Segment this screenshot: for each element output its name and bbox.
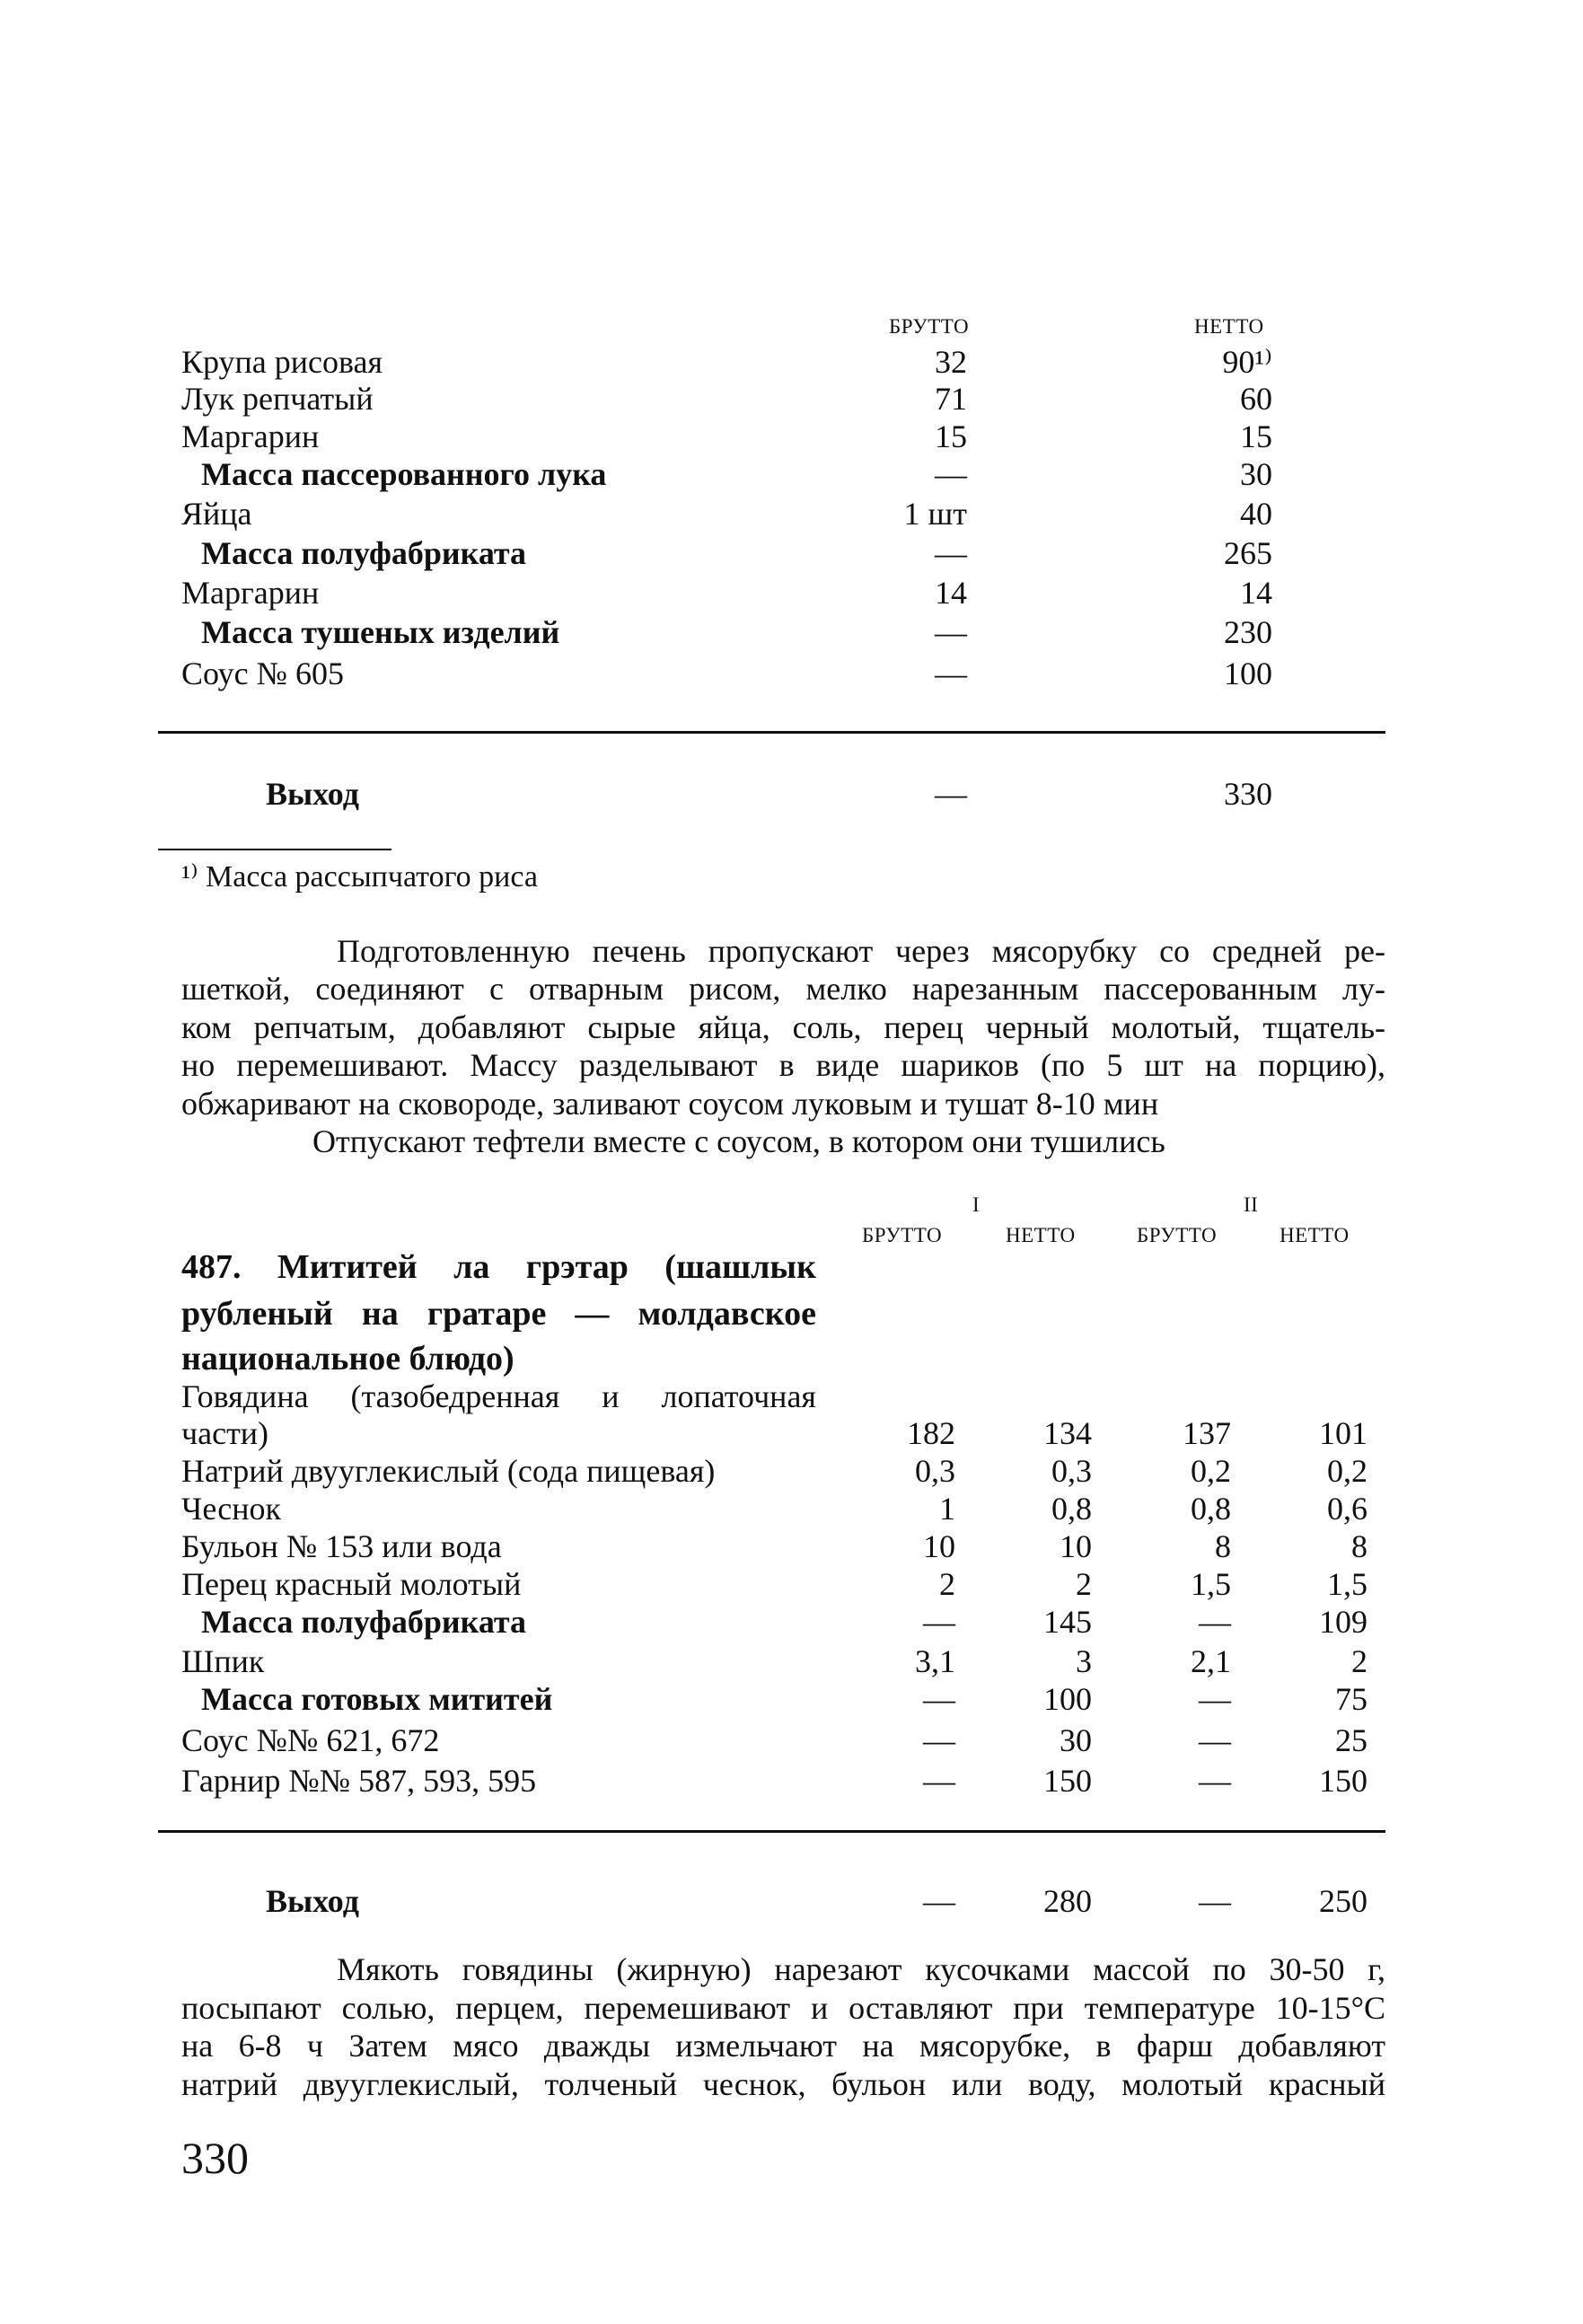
quantity-value: 0,8 <box>1191 1491 1231 1527</box>
quantity-value: 0,2 <box>1327 1453 1368 1489</box>
ingredient-name: Масса полуфабриката <box>201 535 527 571</box>
ingredient-name: Соус №№ 621, 672 <box>181 1722 440 1758</box>
footnote-rule <box>158 849 391 850</box>
paragraph-line: ком репчатым, добавляют сырые яйца, соль, перец черный молотый, тщатель- <box>181 1009 1385 1045</box>
ingredient-name: Масса пассерованного лука <box>201 456 607 492</box>
table-divider <box>158 1830 1385 1833</box>
column-header-netto-i: НЕТТО <box>1006 1224 1076 1246</box>
quantity-value: 2,1 <box>1191 1643 1231 1679</box>
paragraph-line: на 6-8 ч Затем мясо дважды измельчают на мясорубке, в фарш добавляют <box>181 2028 1385 2064</box>
ingredient-name: Крупа рисовая <box>181 344 383 380</box>
page-number: 330 <box>181 2133 249 2183</box>
quantity-value: 1,5 <box>1191 1566 1231 1602</box>
ingredient-name: Чеснок <box>181 1491 282 1527</box>
quantity-value: 10 <box>923 1528 955 1564</box>
ingredient-name: Масса полуфабриката <box>201 1604 527 1640</box>
quantity-value: 0,6 <box>1327 1491 1368 1527</box>
quantity-value: — <box>1199 1763 1231 1799</box>
quantity-value: 10 <box>1060 1528 1092 1564</box>
netto-value: 265 <box>1224 535 1272 571</box>
column-header-netto-ii: НЕТТО <box>1280 1224 1350 1246</box>
netto-value: 60 <box>1240 381 1272 417</box>
brutto-value: — <box>935 456 967 492</box>
brutto-value: 14 <box>935 575 967 611</box>
quantity-value: 0,2 <box>1191 1453 1231 1489</box>
quantity-value: 182 <box>907 1415 955 1451</box>
ingredient-name: Натрий двууглекислый (сода пищевая) <box>181 1453 716 1489</box>
netto-value: 14 <box>1240 575 1272 611</box>
output-netto-ii: 250 <box>1319 1883 1368 1919</box>
netto-value: 40 <box>1240 496 1272 532</box>
quantity-value: — <box>923 1763 955 1799</box>
output-brutto-ii: — <box>1199 1883 1231 1919</box>
ingredient-name: Масса готовых мититей <box>201 1681 553 1717</box>
brutto-value: — <box>935 614 967 650</box>
table-divider <box>158 731 1385 734</box>
ingredient-name: Маргарин <box>181 575 320 611</box>
brutto-value: 15 <box>935 418 967 454</box>
output-netto: 330 <box>1224 776 1272 812</box>
quantity-value: 101 <box>1319 1415 1368 1451</box>
ingredient-name: Шпик <box>181 1643 265 1679</box>
quantity-value: 2 <box>1076 1566 1092 1602</box>
output-label: Выход <box>266 776 359 812</box>
quantity-value: 8 <box>1215 1528 1231 1564</box>
quantity-value: 1 <box>939 1491 955 1527</box>
paragraph-line: Подготовленную печень пропускают через мясорубку со средней ре- <box>337 933 1385 969</box>
netto-value: 30 <box>1240 456 1272 492</box>
quantity-value: 100 <box>1043 1681 1092 1717</box>
quantity-value: 2 <box>1351 1643 1368 1679</box>
brutto-value: 71 <box>935 381 967 417</box>
netto-value: 230 <box>1224 614 1272 650</box>
quantity-value: 0,3 <box>915 1453 955 1489</box>
quantity-value: — <box>923 1722 955 1758</box>
quantity-value: 0,3 <box>1051 1453 1092 1489</box>
quantity-value: — <box>923 1681 955 1717</box>
quantity-value: 109 <box>1319 1604 1368 1640</box>
quantity-value: 30 <box>1060 1722 1092 1758</box>
column-header-brutto: БРУТТО <box>889 315 970 338</box>
recipe-title-line: национальное блюдо) <box>181 1340 514 1378</box>
paragraph-line: натрий двууглекислый, толченый чеснок, бульон или воду, молотый красный <box>181 2066 1385 2102</box>
quantity-value: 137 <box>1183 1415 1231 1451</box>
ingredient-name: Соус № 605 <box>181 656 344 691</box>
quantity-value: 134 <box>1043 1415 1092 1451</box>
output-netto-i: 280 <box>1043 1883 1092 1919</box>
paragraph-line: шеткой, соединяют с отварным рисом, мелко нарезанным пассерованным лу- <box>181 971 1385 1007</box>
column-header-brutto-ii: БРУТТО <box>1137 1224 1218 1246</box>
quantity-value: 145 <box>1043 1604 1092 1640</box>
quantity-value: — <box>923 1604 955 1640</box>
paragraph-line: обжаривают на сковороде, заливают соусом луковым и тушат 8-10 мин <box>181 1086 1159 1122</box>
recipe-title-line: 487. Мититей ла грэтар (шашлык <box>181 1248 816 1286</box>
ingredient-name: Маргарин <box>181 418 320 454</box>
quantity-value: 2 <box>939 1566 955 1602</box>
ingredient-name: Яйца <box>181 496 252 532</box>
recipe-title-line: рубленый на гратаре — молдавское <box>181 1295 816 1333</box>
quantity-value: — <box>1199 1722 1231 1758</box>
brutto-value: — <box>935 656 967 691</box>
ingredient-name: Перец красный молотый <box>181 1566 522 1602</box>
group-label-i: I <box>972 1193 981 1216</box>
quantity-value: 8 <box>1351 1528 1368 1564</box>
netto-value: 15 <box>1240 418 1272 454</box>
quantity-value: — <box>1199 1604 1231 1640</box>
column-header-netto: НЕТТО <box>1194 315 1264 338</box>
column-header-brutto-i: БРУТТО <box>862 1224 943 1246</box>
quantity-value: 3 <box>1076 1643 1092 1679</box>
netto-value: 90¹⁾ <box>1222 344 1272 380</box>
paragraph-line: но перемешивают. Массу разделывают в виде шариков (по 5 шт на порцию), <box>181 1047 1385 1083</box>
output-brutto: — <box>935 776 967 812</box>
ingredient-name: Говядина (тазобедренная и лопаточная <box>181 1378 816 1414</box>
output-label: Выход <box>266 1883 359 1919</box>
quantity-value: 25 <box>1335 1722 1368 1758</box>
quantity-value: 150 <box>1043 1763 1092 1799</box>
output-brutto-i: — <box>923 1883 955 1919</box>
ingredient-name: Масса тушеных изделий <box>201 614 560 650</box>
quantity-value: 1,5 <box>1327 1566 1368 1602</box>
paragraph-line: Мякоть говядины (жирную) нарезают кусочками массой по 30-50 г, <box>337 1951 1385 1987</box>
ingredient-name: Лук репчатый <box>181 381 374 417</box>
quantity-value: 75 <box>1335 1681 1368 1717</box>
ingredient-name: части) <box>181 1415 269 1451</box>
quantity-value: 3,1 <box>915 1643 955 1679</box>
paragraph-line: Отпускают тефтели вместе с соусом, в котором они тушились <box>312 1123 1165 1159</box>
netto-value: 100 <box>1224 656 1272 691</box>
quantity-value: 0,8 <box>1051 1491 1092 1527</box>
ingredient-name: Бульон № 153 или вода <box>181 1528 502 1564</box>
brutto-value: 32 <box>935 344 967 380</box>
quantity-value: 150 <box>1319 1763 1368 1799</box>
group-label-ii: II <box>1244 1193 1259 1216</box>
paragraph-line: посыпают солью, перцем, перемешивают и оставляют при температуре 10-15°С <box>181 1990 1385 2026</box>
quantity-value: — <box>1199 1681 1231 1717</box>
footnote: ¹⁾ Масса рассыпчатого риса <box>181 860 538 894</box>
ingredient-name: Гарнир №№ 587, 593, 595 <box>181 1763 537 1799</box>
brutto-value: 1 шт <box>903 496 967 532</box>
brutto-value: — <box>935 535 967 571</box>
